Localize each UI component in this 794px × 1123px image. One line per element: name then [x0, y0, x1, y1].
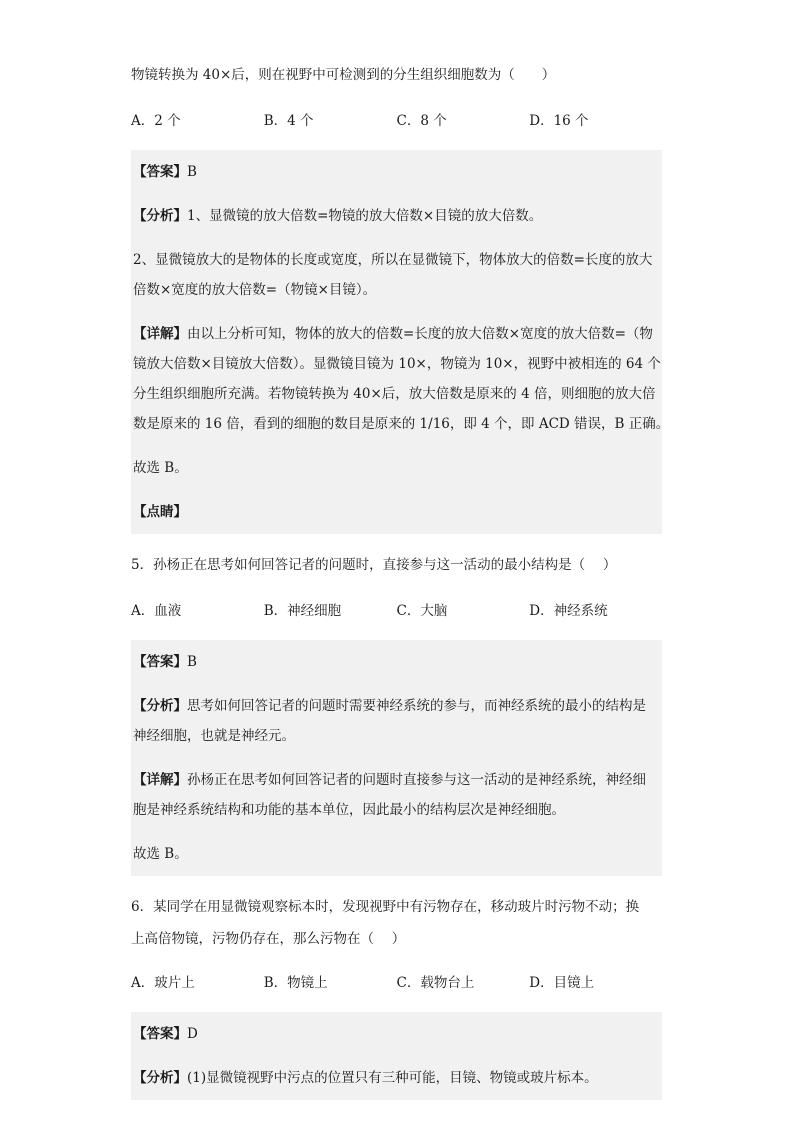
q6-option-c: C．载物台上 — [396, 975, 475, 991]
q5-detail-label: 【详解】 — [133, 772, 187, 788]
q4-detail-text-3: 分生组织细胞所充满。若物镜转换为 40×后，放大倍数是原来的 4 倍，则细胞的放大倍 — [133, 386, 656, 402]
q5-detail — [133, 758, 660, 832]
q5-detail-text-2: 胞是神经系统结构和功能的基本单位，因此最小的结构层次是神经细胞。 — [133, 802, 565, 818]
q4-answer-label: 【答案】 — [133, 164, 187, 180]
q4-detail — [133, 312, 670, 446]
q5-option-a: A．血液 — [131, 603, 182, 619]
q5-option-b: B．神经细胞 — [263, 603, 342, 619]
q4-stem-tail: 物镜转换为 40×后，则在视野中可检测到的分生组织细胞数为（ ） — [131, 67, 556, 83]
q4-detail-text-1: 由以上分析可知，物体的放大的倍数=长度的放大倍数×宽度的放大倍数=（物 — [187, 326, 653, 342]
q5-option-d: D．神经系统 — [529, 603, 608, 619]
q5-detail-text-1: 孙杨正在思考如何回答记者的问题时直接参与这一活动的是神经系统，神经细 — [187, 772, 646, 788]
q5-analysis-text-2: 神经细胞，也就是神经元。 — [133, 728, 295, 744]
q6-analysis-text-1: (1)显微镜视野中污点的位置只有三种可能，目镜、物镜或玻片标本。 — [187, 1070, 598, 1086]
q4-comment — [133, 490, 660, 534]
q6-stem-2: 上高倍物镜，污物仍存在，那么污物在（ ） — [131, 931, 406, 947]
q4-option-d: D．16 个 — [529, 113, 589, 129]
q4-option-c: C．8 个 — [396, 113, 447, 129]
q5-choose-text: 故选 B。 — [133, 846, 188, 862]
q4-choose — [133, 446, 660, 490]
q4-analysis-text-1: 1、显微镜的放大倍数=物镜的放大倍数×目镜的放大倍数。 — [187, 208, 543, 224]
q6-answer — [133, 1012, 660, 1056]
q4-detail-label: 【详解】 — [133, 326, 187, 342]
q6-answer-label: 【答案】 — [133, 1026, 187, 1042]
q5-choose — [133, 832, 660, 876]
document-content — [131, 58, 670, 1100]
q5-analysis — [133, 684, 660, 758]
q4-analysis-text-2b: 倍数×宽度的放大倍数=（物镜×目镜）。 — [133, 282, 377, 298]
q5-option-c: C．大脑 — [396, 603, 448, 619]
q5-analysis-label: 【分析】 — [133, 698, 187, 714]
q5-solution-block — [131, 640, 662, 876]
q4-analysis-label: 【分析】 — [133, 208, 187, 224]
q6-option-b: B．物镜上 — [263, 975, 328, 991]
q4-answer-value: B — [187, 164, 197, 180]
q4-analysis-text-2a: 2、显微镜放大的是物体的长度或宽度，所以在显微镜下，物体放大的倍数=长度的放大 — [133, 252, 653, 268]
q6-option-a: A．玻片上 — [131, 975, 195, 991]
q4-analysis-2 — [133, 238, 660, 312]
q4-choose-text: 故选 B。 — [133, 460, 188, 476]
q4-detail-text-4: 数是原来的 16 倍，看到的细胞的数目是原来的 1/16，即 4 个，即 ACD 错误，B 正确。 — [133, 416, 670, 432]
q4-options — [131, 92, 662, 150]
q4-option-a: A．2 个 — [131, 113, 181, 129]
q4-solution-block — [131, 150, 670, 534]
q5-answer-label: 【答案】 — [133, 654, 187, 670]
q4-detail-text-2: 镜放大倍数×目镜放大倍数）。显微镜目镜为 10×，物镜为 10×，视野中被相连的 64 个 — [133, 356, 661, 372]
q6-options — [131, 954, 662, 1012]
q5-analysis-text-1: 思考如何回答记者的问题时需要神经系统的参与，而神经系统的最小的结构是 — [187, 698, 646, 714]
q4-comment-label: 【点睛】 — [133, 504, 187, 520]
q6-answer-value: D — [187, 1026, 198, 1042]
q4-option-b: B．4 个 — [263, 113, 314, 129]
q6-solution-block — [131, 1012, 662, 1100]
q5-stem: 5．孙杨正在思考如何回答记者的问题时，直接参与这一活动的最小结构是（ ） — [131, 557, 617, 573]
q6-analysis-label: 【分析】 — [133, 1070, 187, 1086]
q5-answer-value: B — [187, 654, 197, 670]
q5-options — [131, 582, 662, 640]
q6-analysis — [133, 1056, 660, 1100]
q4-analysis — [133, 194, 660, 238]
q6-stem-1: 6．某同学在用显微镜观察标本时，发现视野中有污物存在，移动玻片时污物不动；换 — [131, 899, 640, 915]
q5-answer — [133, 640, 660, 684]
q6-option-d: D．目镜上 — [529, 975, 595, 991]
q4-answer — [133, 150, 660, 194]
